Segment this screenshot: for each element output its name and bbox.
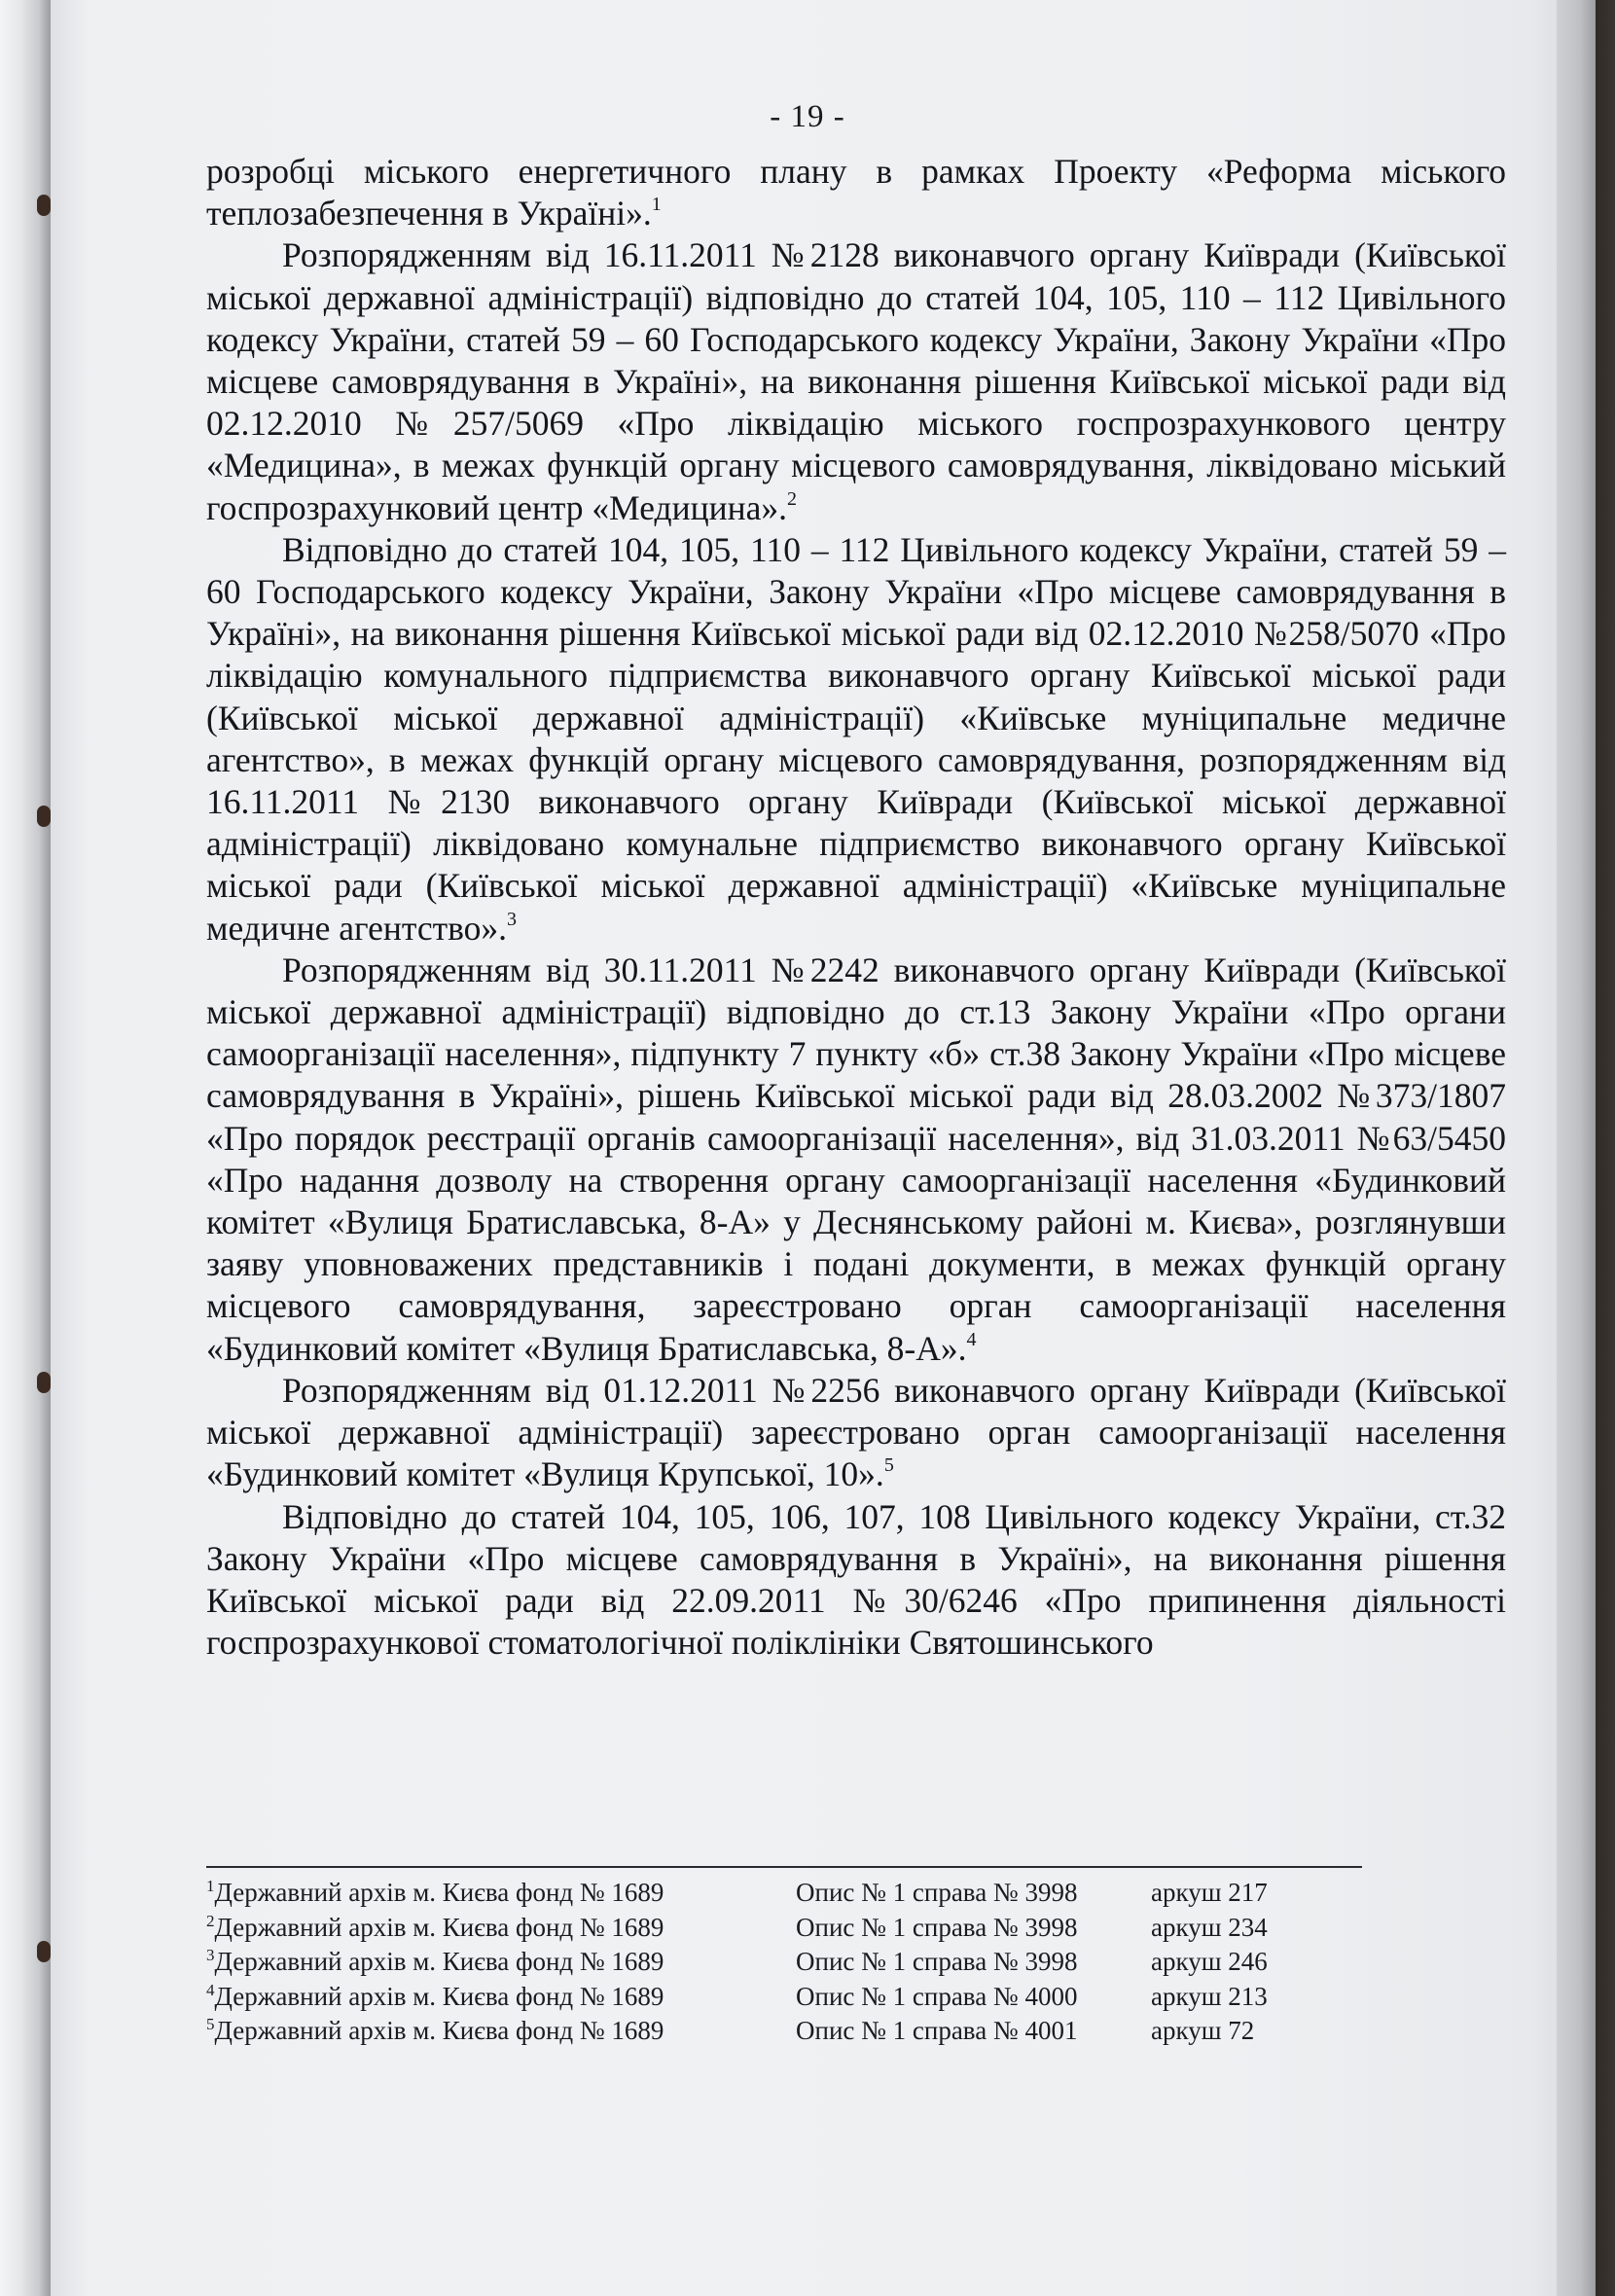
footnote-separator — [206, 1866, 1362, 1868]
paragraph-text: Розпорядженням від 16.11.2011 №2128 виконавчого органу Київради (Київської міської державної адміністрації) відповідно до статей 104, 105, 110 – 112 Цивільного кодексу України, статей 59 – 60 Господарського кодексу України, Закону України «Про місцеве самоврядування в Україні», на виконання рішення Київської міської ради від 02.12.2010 №257/5069 «Про ліквідацію міського госпрозрахункового центру «Медицина», в межах функцій органу місцевого самоврядування, ліквідовано міський госпрозрахунковий центр «Медицина». — [206, 235, 1506, 527]
footnote-row — [206, 1945, 1374, 1980]
footnote-archive: Державний архів м. Києва фонд № 1689 — [214, 1981, 664, 2011]
footnote-row — [206, 1980, 1374, 2015]
footnote-sheet: аркуш 72 — [1151, 2016, 1255, 2045]
binding-hole — [37, 1372, 51, 1393]
footnote-archive: Державний архів м. Києва фонд № 1689 — [214, 1878, 664, 1907]
paragraph-3 — [206, 529, 1506, 950]
footnote-number: 3 — [206, 1946, 215, 1964]
binding-hole — [37, 806, 51, 827]
paragraph-2 — [206, 234, 1506, 528]
paragraph-text: розробці міського енергетичного плану в рамках Проекту «Реформа міського теплозабезпечення в Україні». — [206, 152, 1506, 233]
paragraph-text: Розпорядженням від 30.11.2011 №2242 виконавчого органу Київради (Київської міської державної адміністрації) відповідно до ст.13 Закону України «Про органи самоорганізації населення», підпункту 7 пункту «б» ст.38 Закону України «Про місцеве самоврядування в Україні», рішень Київської міської ради від 28.03.2002 №373/1807 «Про порядок реєстрації органів самоорганізації населення», від 31.03.2011 №63/5450 «Про надання дозволу на створення органу самоорганізації населення «Будинковий комітет «Вулиця Братиславська, 8-А» у Деснянському районі м. Києва», розглянувши заяву уповноважених представників і подані документи, в межах функцій органу місцевого самоврядування, зареєстровано орган самоорганізації населення «Будинковий комітет «Вулиця Братиславська, 8-А». — [206, 950, 1506, 1368]
footnote-number: 1 — [206, 1877, 215, 1895]
footnote-sheet: аркуш 213 — [1151, 1981, 1268, 2011]
paragraph-6 — [206, 1496, 1506, 1665]
footnote-case: Опис № 1 справа № 4001 — [796, 2016, 1078, 2045]
footnote-case: Опис № 1 справа № 3998 — [796, 1912, 1078, 1942]
footnote-number: 5 — [206, 2015, 215, 2033]
footnote-number: 2 — [206, 1911, 215, 1930]
footnote-sheet: аркуш 234 — [1151, 1912, 1268, 1942]
footnote-archive: Державний архів м. Києва фонд № 1689 — [214, 1912, 664, 1942]
footnotes — [206, 1876, 1374, 2049]
paragraph-text: Відповідно до статей 104, 105, 106, 107, 108 Цивільного кодексу України, ст.32 Закону України «Про місцеве самоврядування в Україні», на виконання рішення Київської міської ради від 22.09.2011 №30/6246 «Про припинення діяльності госпрозрахункової стоматологічної поліклініки Святошинського — [206, 1496, 1506, 1663]
footnote-ref[interactable]: 4 — [966, 1328, 977, 1350]
paragraph-text: Відповідно до статей 104, 105, 110 – 112 Цивільного кодексу України, статей 59 – 60 Господарського кодексу України, Закону України «Про місцеве самоврядування в Україні», на виконання рішення Київської міської ради від 02.12.2010 №258/5070 «Про ліквідацію комунального підприємства виконавчого органу Київської міської ради (Київської міської державної адміністрації) «Київське муніципальне медичне агентство», в межах функцій органу місцевого самоврядування, розпорядженням від 16.11.2011 №2130 виконавчого органу Київради (Київської міської державної адміністрації) ліквідовано комунальне підприємство виконавчого органу Київської міської ради (Київської міської державної адміністрації) «Київське муніципальне медичне агентство». — [206, 529, 1506, 948]
paragraph-5 — [206, 1370, 1506, 1496]
body-text — [206, 151, 1506, 1664]
footnote-ref[interactable]: 1 — [651, 194, 662, 216]
page-right-edge — [1557, 0, 1596, 2296]
footnote-ref[interactable]: 3 — [507, 908, 518, 930]
footnote-case: Опис № 1 справа № 4000 — [796, 1981, 1078, 2011]
paragraph-1 — [206, 151, 1506, 234]
footnote-ref[interactable]: 2 — [786, 487, 797, 510]
footnote-ref[interactable]: 5 — [883, 1454, 894, 1477]
footnote-row — [206, 1911, 1374, 1946]
footnote-case: Опис № 1 справа № 3998 — [796, 1947, 1078, 1976]
footnote-archive: Державний архів м. Києва фонд № 1689 — [214, 2016, 664, 2045]
footnote-row — [206, 2014, 1374, 2049]
footnote-sheet: аркуш 246 — [1151, 1947, 1268, 1976]
paragraph-text: Розпорядженням від 01.12.2011 №2256 виконавчого органу Київради (Київської міської державної адміністрації) зареєстровано орган самоорганізації населення «Будинковий комітет «Вулиця Крупської, 10». — [206, 1370, 1506, 1494]
page-number: - 19 - — [770, 99, 845, 134]
footnote-archive: Державний архів м. Києва фонд № 1689 — [214, 1947, 664, 1976]
binding-hole — [37, 195, 51, 216]
footnote-number: 4 — [206, 1980, 215, 1999]
footnote-sheet: аркуш 217 — [1151, 1878, 1268, 1907]
footnote-row — [206, 1876, 1374, 1911]
footnote-case: Опис № 1 справа № 3998 — [796, 1878, 1078, 1907]
binding-hole — [37, 1941, 51, 1962]
paragraph-4 — [206, 950, 1506, 1370]
